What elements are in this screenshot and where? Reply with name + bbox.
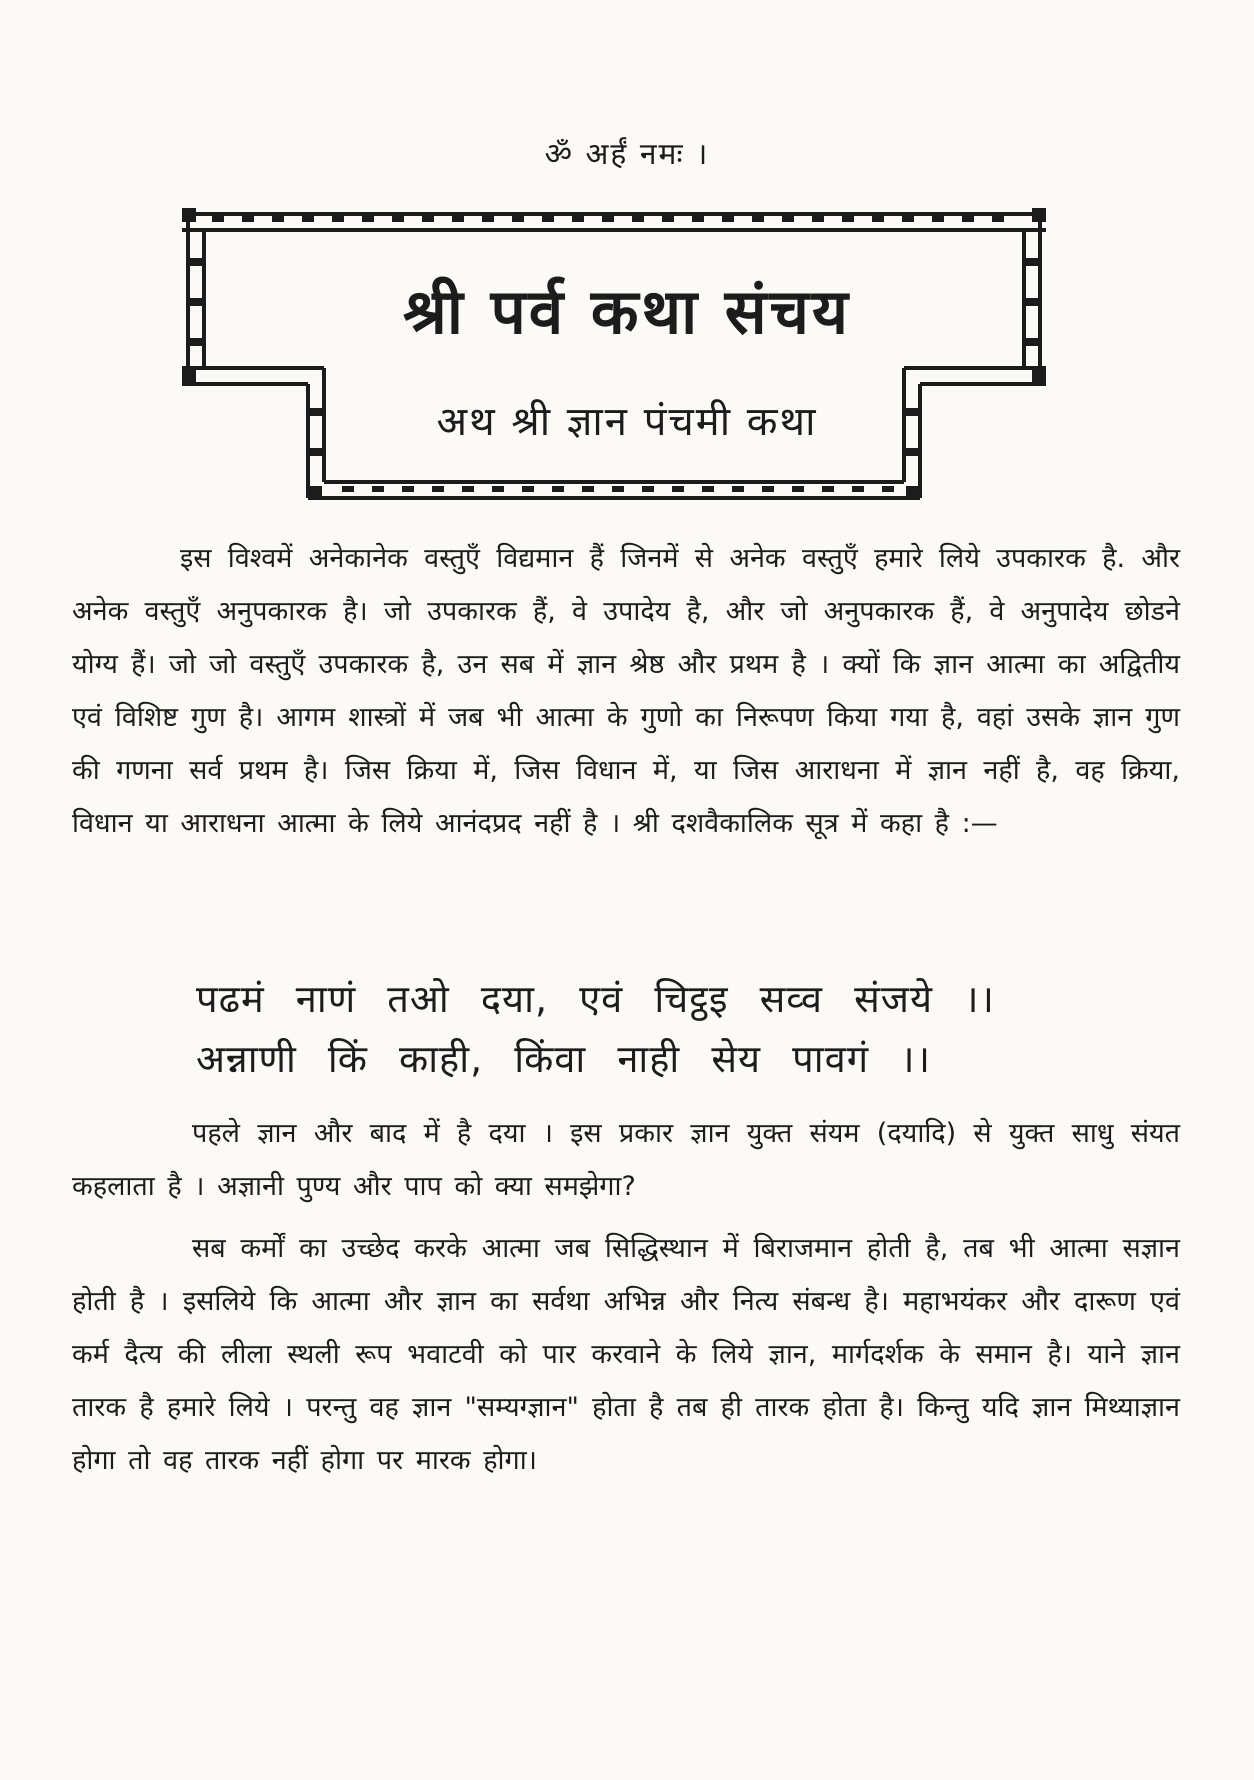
border-ornament-icon [182, 208, 1046, 508]
verse-line-1: पढमं नाणं तओ दया, एवं चिट्ठइ सव्व संजये ।। [196, 977, 995, 1021]
invocation: ॐ अर्हं नमः । [544, 137, 710, 172]
paragraph-1: इस विश्वमें अनेकानेक वस्तुएँ विद्यमान हैं जिनमें से अनेक वस्तुएँ हमारे लिये उपकारक है. और अनेक वस्तुएँ अनुपकारक है। जो उपकारक हैं, वे उपादेय है, और जो अनुपकारक हैं, वे अनुपादेय छोडने योग्य हैं। जो जो वस्तुएँ उपकारक है, उन सब में ज्ञान श्रेष्ठ और प्रथम है । क्यों कि ज्ञान आत्मा का अद्वितीय एवं विशिष्ट गुण है। आगम शास्त्रों में जब भी आत्मा के गुणो का निरूपण किया गया है, वहां उसके ज्ञान गुण की गणना सर्व प्रथम है। जिस क्रिया में, जिस विधान में, या जिस आराधना में ज्ञान नहीं है, वह क्रिया, विधान या आराधना आत्मा के लिये आनंदप्रद नहीं है । श्री दशवैकालिक सूत्र में कहा है :— [72, 543, 1180, 839]
page-title: श्री पर्व कथा संचय [403, 275, 851, 348]
verse-line-2: अन्नाणी किं काही, किंवा नाही सेय पावगं ।। [196, 1037, 931, 1081]
paragraph-3: सब कर्मों का उच्छेद करके आत्मा जब सिद्धिस्थान में बिराजमान होती है, तब भी आत्मा सज्ञान होती है । इसलिये कि आत्मा और ज्ञान का सर्वथा अभिन्न और नित्य संबन्ध है। महाभयंकर और दारूण एवं कर्म दैत्य की लीला स्थली रूप भवाटवी को पार करवाने के लिये ज्ञान, मार्गदर्शक के समान है। याने ज्ञान तारक है हमारे लिये । परन्तु वह ज्ञान "सम्यग्ज्ञान" होता है तब ही तारक होता है। किन्तु यदि ज्ञान मिथ्याज्ञान होगा तो वह तारक नहीं होगा पर मारक होगा। [72, 1233, 1180, 1476]
paragraph-2: पहले ज्ञान और बाद में है दया । इस प्रकार ज्ञान युक्त संयम (दयादि) से युक्त साधु संयत कहलाता है । अज्ञानी पुण्य और पाप को क्या समझेगा? [72, 1118, 1180, 1202]
chapter-subtitle: अथ श्री ज्ञान पंचमी कथा [436, 399, 818, 445]
